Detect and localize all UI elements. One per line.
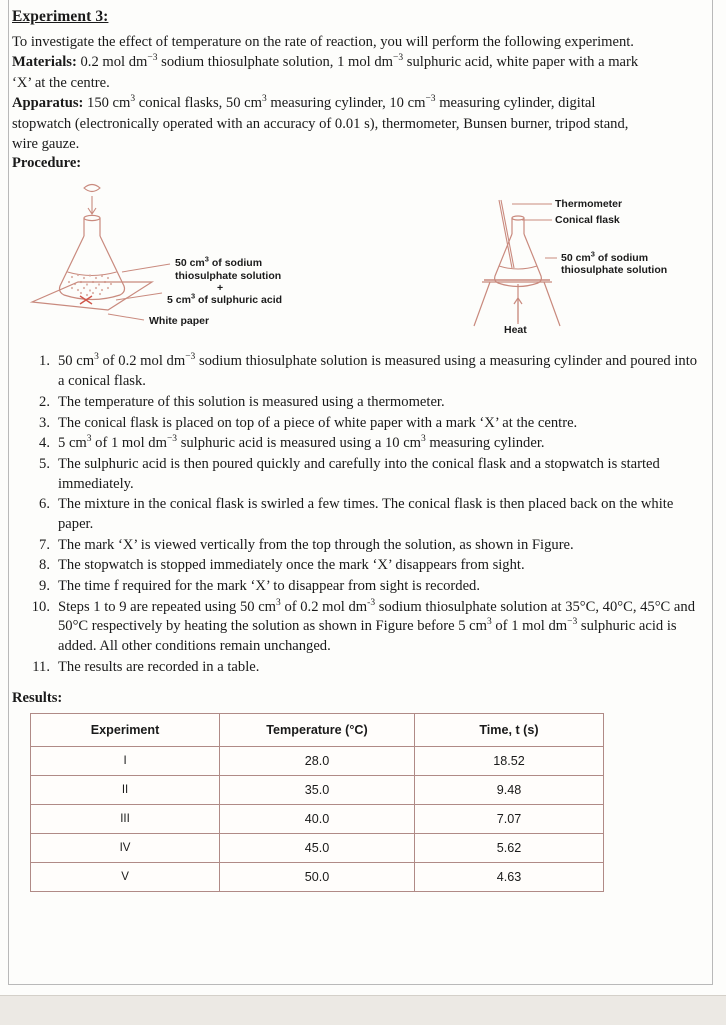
results-table-head [31,714,604,747]
apparatus-label: Apparatus: [12,95,84,112]
procedure-label: Procedure: [12,155,82,172]
step-text: The conical flask is placed on top of a piece of white paper with a mark ‘X’ at the centre. [58,414,578,431]
cell-time: 9.48 [414,776,603,805]
table-row [31,863,604,892]
label-left-acid-of: of sulphuric acid [195,294,283,307]
results-table-body [31,747,604,892]
label-heat: Heat [504,324,527,337]
procedure-step [24,495,702,534]
apparatus-line2: stopwatch (electronically operated with an accuracy of 0.01 s), thermometer, Bunsen burner, tripod stand, [12,115,629,132]
header-experiment: Experiment [31,714,220,747]
cell-temperature: 28.0 [220,747,415,776]
label-left-acid-vol: 5 cm [167,294,191,307]
step-text: The mixture in the conical flask is swirled a few times. The conical flask is then placed back on the white paper. [58,496,674,532]
table-header-row [31,714,604,747]
page-border-bottom [8,984,713,985]
cell-temperature: 50.0 [220,863,415,892]
materials-text-2: sodium thiosulphate solution, 1 mol dm [157,54,394,71]
footer-strip [0,995,726,1025]
cell-time: 4.63 [414,863,603,892]
materials-sup-2: −3 [393,53,404,64]
apparatus-diagram [12,174,702,342]
document-content [12,8,702,892]
label-left-sodium-line1 [175,254,263,270]
apparatus-sup-1: 3 [130,94,136,105]
materials-paragraph [12,53,702,72]
step-text: 50 $cm^3$ of 0.2 mol $dm^{-3}$ sodium thiosulphate solution is measured using a measuring cylinder and poured into a conical flask. [58,352,698,390]
cell-experiment: I [31,747,220,776]
step-number: 8. [39,557,50,574]
step-number: 9. [39,578,50,594]
label-right-sodium-line1 [561,249,649,265]
step-text: The time f required for the mark ‘X’ to disappear from sight is recorded. [58,578,480,594]
intro-paragraph: To investigate the effect of temperature on the rate of reaction, you will perform the following experiment. [12,34,634,50]
page-title: Experiment 3: [12,8,109,25]
cell-experiment: V [31,863,220,892]
table-row [31,747,604,776]
label-left-acid-sup: 3 [190,291,196,301]
label-left-sodium-sup: 3 [204,254,209,264]
materials-line2: ‘X’ at the centre. [12,74,110,91]
step-number: 11. [32,658,50,675]
step-text: The mark ‘X’ is viewed vertically from the top through the solution, as shown in Figure. [58,536,574,553]
procedure-step [24,352,702,391]
table-row [31,776,604,805]
cell-experiment: II [31,776,220,805]
apparatus-paragraph [12,94,702,113]
label-left-sodium-vol: 50 cm [175,257,205,270]
step-number: 5. [39,455,50,472]
cell-time: 7.07 [414,805,603,834]
procedure-step [24,434,702,454]
apparatus-sup-3: −3 [425,94,436,105]
step-number: 1. [39,353,50,370]
step-number: 4. [39,435,50,452]
step-text: The stopwatch is stopped immediately once the mark ‘X’ disappears from sight. [58,557,525,574]
step-number: 7. [39,536,50,553]
step-number: 10. [31,598,50,615]
apparatus-line3: wire gauze. [12,136,80,153]
procedure-steps [24,352,702,677]
cell-temperature: 40.0 [220,805,415,834]
step-number: 3. [39,414,50,431]
procedure-step [24,536,702,556]
label-right-sodium-of: of sodium [594,252,649,265]
procedure-step [24,455,702,494]
apparatus-text-4: measuring cylinder, digital [435,95,596,112]
procedure-step [24,414,702,434]
step-text: The sulphuric acid is then poured quickly and carefully into the conical flask and a stopwatch is started immediately. [58,455,660,492]
cell-experiment: IV [31,834,220,863]
cell-time: 5.62 [414,834,603,863]
apparatus-text-2: conical flasks, 50 cm [135,95,262,112]
step-number: 2. [39,393,50,410]
label-left-sodium-of: of sodium [208,257,263,270]
table-row [31,834,604,863]
cell-temperature: 35.0 [220,776,415,805]
procedure-step [24,556,702,576]
results-table [30,713,604,892]
materials-sup-1: −3 [147,53,158,64]
materials-label: Materials: [12,54,77,71]
cell-experiment: III [31,805,220,834]
procedure-step [24,658,702,678]
apparatus-sup-2: 3 [262,94,267,105]
step-text: Steps 1 to 9 are repeated using 50 $cm^3$ of 0.2 mol $dm^{-3}$ sodium thiosulphate solution at 35°C, 40°C, 45°C and 50°C respectively by heating the solution as shown in Figure before 5 $cm^3$ of 1 mol $dm^{-3}$ sulphuric acid is added. All other conditions remain unchanged. [58,597,696,655]
label-left-sodium-line2: thiosulphate solution [175,270,282,283]
table-row [31,805,604,834]
label-conical-flask: Conical flask [555,214,620,227]
label-left-acid [167,291,283,307]
label-right-sodium-line2: thiosulphate solution [561,264,668,277]
apparatus-text-1: 150 cm [87,95,131,112]
step-number: 6. [39,496,50,513]
materials-text-1: 0.2 mol dm [80,54,148,71]
page-border-right [712,0,713,985]
step-text: The results are recorded in a table. [58,658,260,675]
procedure-steps-wrapper [24,352,702,677]
results-label: Results: [12,690,63,707]
cell-temperature: 45.0 [220,834,415,863]
header-temperature: Temperature (°C) [220,714,415,747]
procedure-step [24,393,702,413]
step-text: The temperature of this solution is measured using a thermometer. [58,393,445,410]
page-border-left [8,0,9,985]
step-text: 5 $cm^3$ of 1 mol $dm^{-3}$ sulphuric acid is measured using a 10 $cm^3$ measuring cylinder. [58,434,545,452]
procedure-step [24,598,702,657]
cell-time: 18.52 [414,747,603,776]
label-right-sodium-sup: 3 [590,249,595,259]
label-right-sodium-vol: 50 cm [561,252,591,265]
label-left-plus: + [217,282,224,295]
procedure-step [24,577,702,597]
materials-text-3: sulphuric acid, white paper with a mark [403,54,639,71]
header-time: Time, t (s) [414,714,603,747]
apparatus-text-3: measuring cylinder, 10 cm [266,95,426,112]
label-left-white-paper: White paper [149,315,210,328]
label-thermometer: Thermometer [555,198,623,211]
